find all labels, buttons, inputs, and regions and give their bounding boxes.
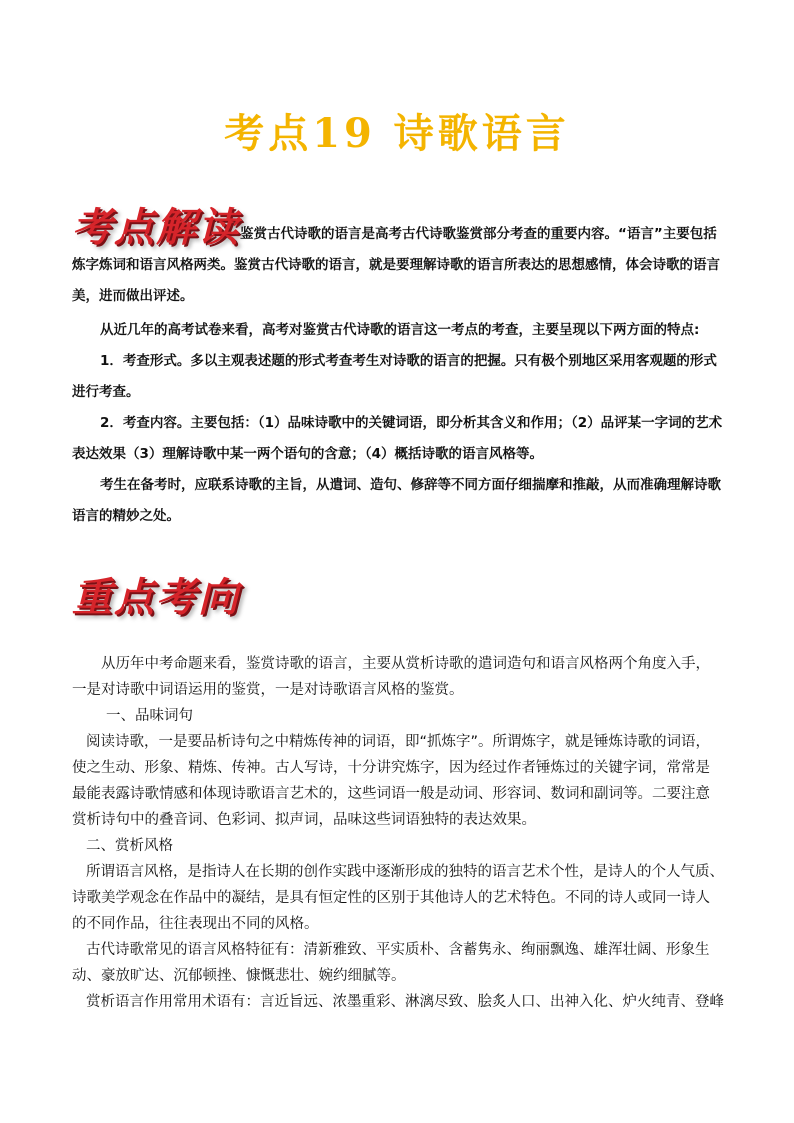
trend-paragraph: 从近几年的高考试卷来看，高考对鉴赏古代诗歌的语言这一考点的考查，主要呈现以下两方面的特点:: [100, 322, 700, 338]
prep-advice-paragraph: 考生在备考时，应联系诗歌的主旨，从遣词、造句、修辞等不同方面仔细揣摩和推敲，从而准确理解诗歌语言的精妙之处。: [72, 477, 721, 524]
overview-paragraph: 从历年中考命题来看，鉴赏诗歌的语言，主要从赏析诗歌的遣词造句和语言风格两个角度入手，一是对诗歌中词语运用的鉴赏，一是对诗歌语言风格的鉴赏。: [72, 656, 710, 698]
word-refining-paragraph: 阅读诗歌，一是要品析诗句之中精炼传神的词语，即“抓炼字”。所谓炼字，就是锤炼诗歌的词语，使之生动、形象、精炼、传神。古人写诗，十分讲究炼字，因为经过作者锤炼过的关键字词，常常是最能表露诗歌情感和体现诗歌语言艺术的，这些词语一般是动词、形容词、数词和副词等。二要注意赏析诗句中的叠音词、色彩词、拟声词，品味这些词语独特的表达效果。: [72, 734, 711, 828]
style-definition-paragraph: 所谓语言风格，是指诗人在长期的创作实践中逐渐形成的独特的语言艺术个性，是诗人的个人气质、诗歌美学观念在作品中的凝结，是具有恒定性的区别于其他诗人的艺术特色。不同的诗人或同一诗人的不同作品，往往表现出不同的风格。: [72, 864, 724, 932]
subheading-shangxi-fengge: 二、赏析风格: [86, 838, 173, 854]
section-heading-kaodian-jiedu: 考点解读: [72, 204, 240, 251]
intro-paragraph: 鉴赏古代诗歌的语言是高考古代诗歌鉴赏部分考查的重要内容。“语言”主要包括炼字炼词和语言风格两类。鉴赏古代诗歌的语言，就是要理解诗歌的语言所表达的思想感情，体会诗歌的语言美，进而做出评述。: [72, 226, 720, 304]
style-list-paragraph: 古代诗歌常见的语言风格特征有：清新雅致、平实质朴、含蓄隽永、绚丽飘逸、雄浑壮阔、形象生动、豪放旷达、沉郁顿挫、慷慨悲壮、婉约细腻等。: [72, 942, 710, 984]
subheading-pinwei-ciju: 一、品味词句: [106, 708, 193, 724]
section-heading-zhongdian-kaoxiang: 重点考向: [72, 574, 240, 621]
terms-paragraph: 赏析语言作用常用术语有：言近旨远、浓墨重彩、淋漓尽致、脍炙人口、出神入化、炉火纯青、登峰: [86, 994, 724, 1010]
exam-form-paragraph: 1．考查形式。多以主观表述题的形式考查考生对诗歌的语言的把握。只有极个别地区采用客观题的形式进行考查。: [72, 353, 717, 400]
document-title: 考点19 诗歌语言: [224, 110, 570, 157]
exam-content-paragraph: 2．考查内容。主要包括：（1）品味诗歌中的关键词语，即分析其含义和作用；（2）品评某一字词的艺术表达效果（3）理解诗歌中某一两个语句的含意；（4）概括诗歌的语言风格等。: [72, 415, 723, 462]
